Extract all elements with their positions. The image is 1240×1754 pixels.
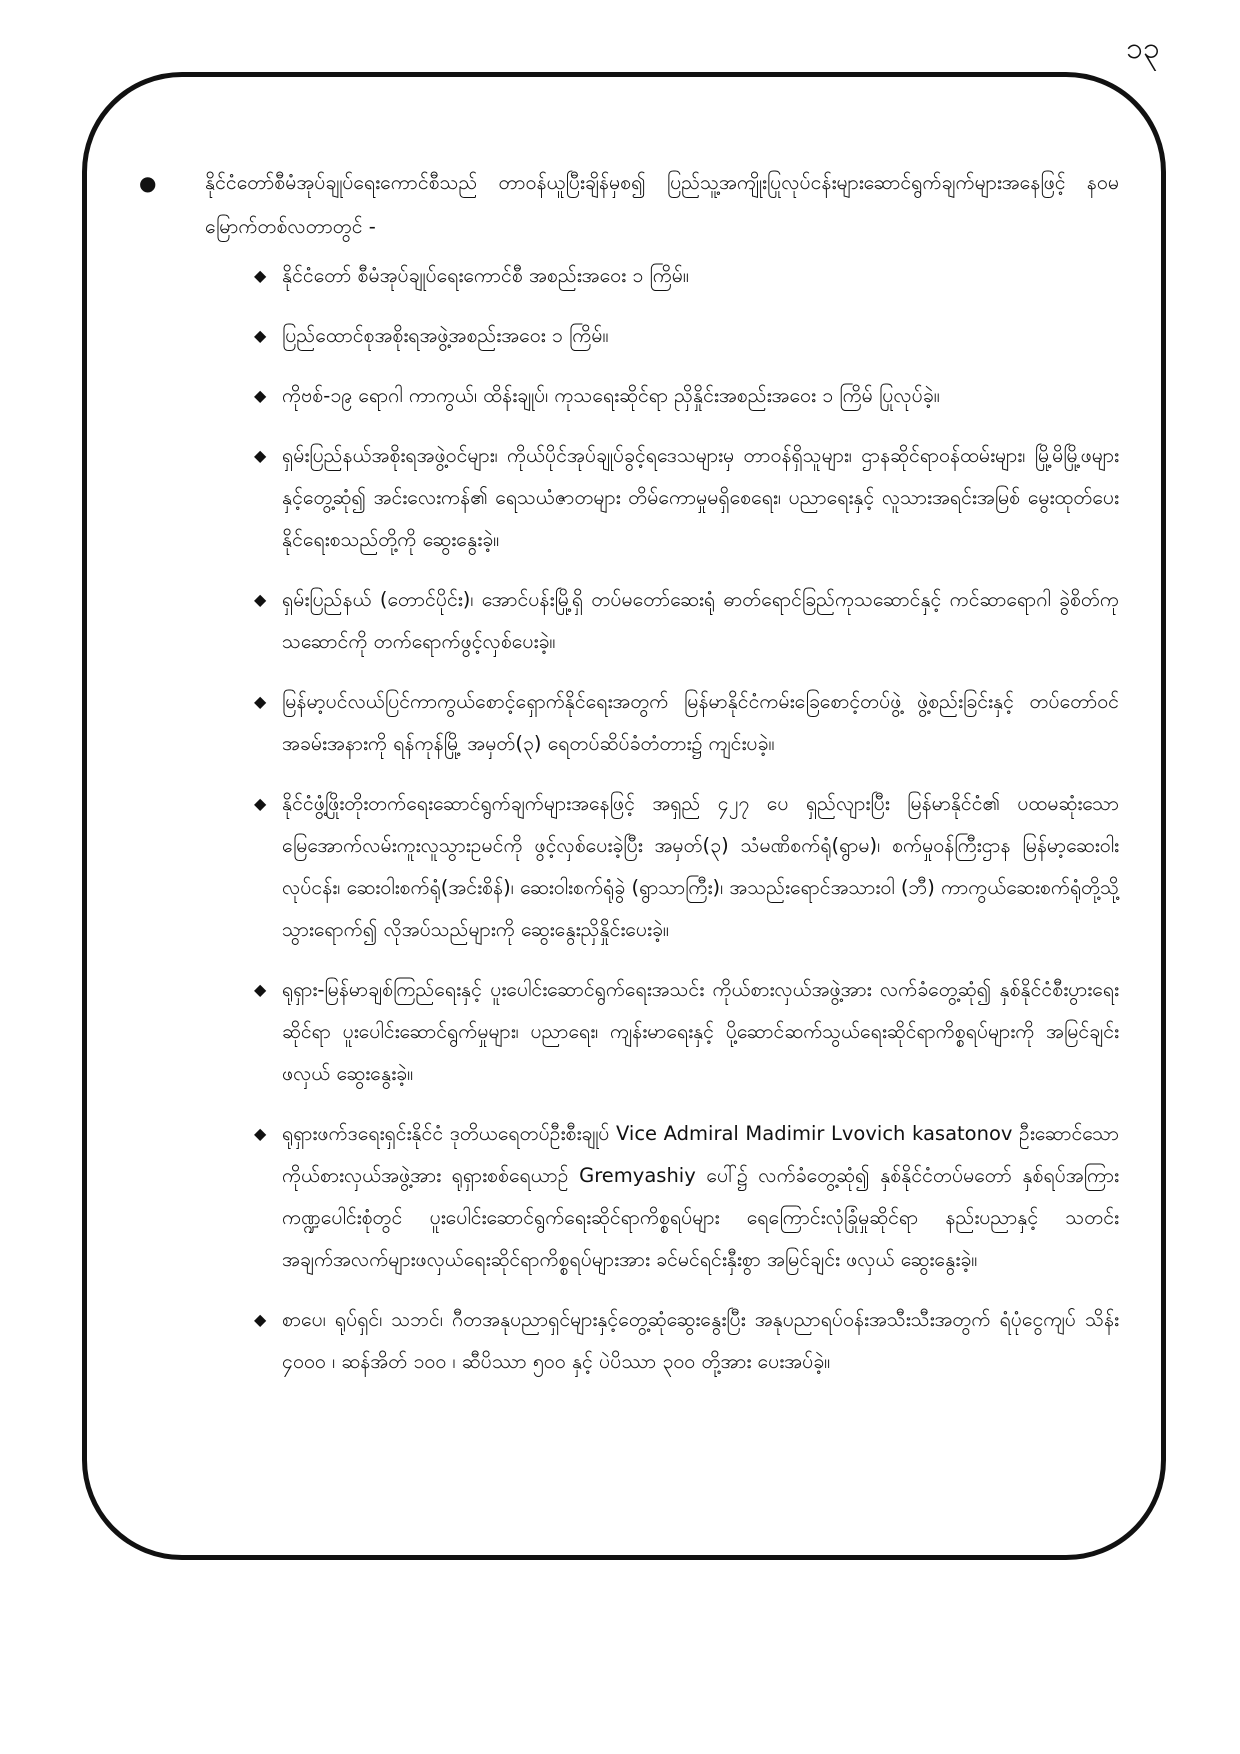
achievement-list — [139, 255, 1119, 1383]
list-item — [139, 969, 1119, 1095]
list-item — [139, 579, 1119, 663]
diamond-bullet-icon: ◆ — [254, 692, 267, 711]
intro-text: နိုင်ငံတော်စီမံအုပ်ချုပ်ရေးကောင်စီသည် တာဝန်ယူပြီးချိန်မှစ၍ ပြည်သူ့အကျိုးပြုလုပ်ငန်းများဆောင်ရွက်ချက်များအနေဖြင့် နဝမမြောက်တစ်လတာတွင် - — [205, 171, 1119, 238]
list-item — [139, 1113, 1119, 1281]
list-item — [139, 681, 1119, 765]
diamond-bullet-icon: ◆ — [254, 266, 267, 285]
diamond-bullet-icon: ◆ — [254, 326, 267, 345]
diamond-bullet-icon: ◆ — [254, 1124, 267, 1143]
diamond-bullet-icon: ◆ — [254, 794, 267, 813]
list-item — [139, 783, 1119, 951]
list-item — [139, 435, 1119, 561]
content-frame — [82, 72, 1166, 1560]
list-item — [139, 255, 1119, 297]
list-item-text: နိုင်ငံဖွံ့ဖြိုးတိုးတက်ရေးဆောင်ရွက်ချက်များအနေဖြင့် အရှည် ၄၂၇ ပေ ရှည်လျားပြီး မြန်မာနိုင်ငံ၏ ပထမဆုံးသော မြေအောက်လမ်းကူးလူသွားဥမင်ကို ဖွင့်လှစ်ပေးခဲ့ပြီး အမှတ်(၃) သံမဏိစက်ရုံ(ရွာမ)၊ စက်မှုဝန်ကြီးဌာန မြန်မာ့ဆေးဝါးလုပ်ငန်း၊ ဆေးဝါးစက်ရုံ(အင်းစိန်)၊ ဆေးဝါးစက်ရုံခွဲ (ရွာသာကြီး)၊ အသည်းရောင်အသားဝါ (ဘီ) ကာကွယ်ဆေးစက်ရုံတို့သို့သွားရောက်၍ လိုအပ်သည်များကို ဆွေးနွေးညှိနှိုင်းပေးခဲ့။ — [282, 792, 1119, 941]
diamond-bullet-icon: ◆ — [254, 1310, 267, 1329]
list-item-text: ရုရှားဖက်ဒရေးရှင်းနိုင်ငံ ဒုတိယရေတပ်ဦးစီးချုပ် Vice Admiral Madimir Lvovich kasatonov ဦးဆောင်သော ကိုယ်စားလှယ်အဖွဲ့အား ရုရှားစစ်ရေယာဉ် Gremyashiy ပေါ်၌ လက်ခံတွေ့ဆုံ၍ နှစ်နိုင်ငံတပ်မတော် နှစ်ရပ်အကြား ကဏ္ဍပေါင်းစုံတွင် ပူးပေါင်းဆောင်ရွက်ရေးဆိုင်ရာကိစ္စရပ်များ ရေကြောင်းလုံခြုံမှုဆိုင်ရာ နည်းပညာနှင့် သတင်းအချက်အလက်များဖလှယ်ရေးဆိုင်ရာကိစ္စရပ်များအား ခင်မင်ရင်းနှီးစွာ အမြင်ချင်း ဖလှယ် ဆွေးနွေးခဲ့။ — [282, 1122, 1119, 1271]
intro-paragraph — [139, 161, 1119, 249]
list-item-text: ရုရှား-မြန်မာချစ်ကြည်ရေးနှင့် ပူးပေါင်းဆောင်ရွက်ရေးအသင်း ကိုယ်စားလှယ်အဖွဲ့အား လက်ခံတွေ့ဆုံ၍ နှစ်နိုင်ငံစီးပွားရေးဆိုင်ရာ ပူးပေါင်းဆောင်ရွက်မှုများ၊ ပညာရေး၊ ကျန်းမာရေးနှင့် ပို့ဆောင်ဆက်သွယ်ရေးဆိုင်ရာကိစ္စရပ်များကို အမြင်ချင်းဖလှယ် ဆွေးနွေးခဲ့။ — [282, 978, 1119, 1085]
list-item-text: စာပေ၊ ရုပ်ရှင်၊ သဘင်၊ ဂီတအနုပညာရှင်များနှင့်တွေ့ဆုံဆွေးနွေးပြီး အနုပညာရပ်ဝန်းအသီးသီးအတွက် ရံပုံငွေကျပ် သိန်း ၄၀၀၀ ၊ ဆန်အိတ် ၁၀၀ ၊ ဆီပိဿာ ၅၀၀ နှင့် ပဲပိဿာ ၃၀၀ တို့အား ပေးအပ်ခဲ့။ — [282, 1308, 1119, 1373]
list-item-text: နိုင်ငံတော် စီမံအုပ်ချုပ်ရေးကောင်စီ အစည်းအဝေး ၁ ကြိမ်။ — [282, 264, 689, 287]
list-item — [139, 375, 1119, 417]
list-item-text: ရှမ်းပြည်နယ် (တောင်ပိုင်း)၊ အောင်ပန်းမြို့ရှိ တပ်မတော်ဆေးရုံ ဓာတ်ရောင်ခြည်ကုသဆောင်နှင့် ကင်ဆာရောဂါ ခွဲစိတ်ကုသဆောင်ကို တက်ရောက်ဖွင့်လှစ်ပေးခဲ့။ — [282, 588, 1119, 653]
content-body — [139, 161, 1119, 1401]
page-number: ၁၃ — [1126, 31, 1160, 66]
bullet-icon: ● — [139, 171, 157, 195]
diamond-bullet-icon: ◆ — [254, 446, 267, 465]
diamond-bullet-icon: ◆ — [254, 590, 267, 609]
list-item-text: မြန်မာ့ပင်လယ်ပြင်ကာကွယ်စောင့်ရှောက်နိုင်ရေးအတွက် မြန်မာနိုင်ငံကမ်းခြေစောင့်တပ်ဖွဲ့ ဖွဲ့စည်းခြင်းနှင့် တပ်တော်ဝင်အခမ်းအနားကို ရန်ကုန်မြို့ အမှတ်(၃) ရေတပ်ဆိပ်ခံတံတား၌ ကျင်းပခဲ့။ — [282, 690, 1119, 755]
list-item-text: ပြည်ထောင်စုအစိုးရအဖွဲ့အစည်းအဝေး ၁ ကြိမ်။ — [282, 324, 609, 347]
list-item — [139, 315, 1119, 357]
diamond-bullet-icon: ◆ — [254, 980, 267, 999]
list-item — [139, 1299, 1119, 1383]
list-item-text: ကိုဗစ်-၁၉ ရောဂါ ကာကွယ်၊ ထိန်းချုပ်၊ ကုသရေးဆိုင်ရာ ညှိနှိုင်းအစည်းအဝေး ၁ ကြိမ် ပြုလုပ်ခဲ့။ — [282, 384, 940, 407]
diamond-bullet-icon: ◆ — [254, 386, 267, 405]
list-item-text: ရှမ်းပြည်နယ်အစိုးရအဖွဲ့ဝင်များ၊ ကိုယ်ပိုင်အုပ်ချုပ်ခွင့်ရဒေသများမှ တာဝန်ရှိသူများ၊ ဌာနဆိုင်ရာဝန်ထမ်းများ၊ မြို့မိမြို့ဖများနှင့်တွေ့ဆုံ၍ အင်းလေးကန်၏ ရေသယံဇာတများ တိမ်ကောမှုမရှိစေရေး၊ ပညာရေးနှင့် လူသားအရင်းအမြစ် မွေးထုတ်ပေးနိုင်ရေးစသည်တို့ကို ဆွေးနွေးခဲ့။ — [282, 444, 1119, 551]
